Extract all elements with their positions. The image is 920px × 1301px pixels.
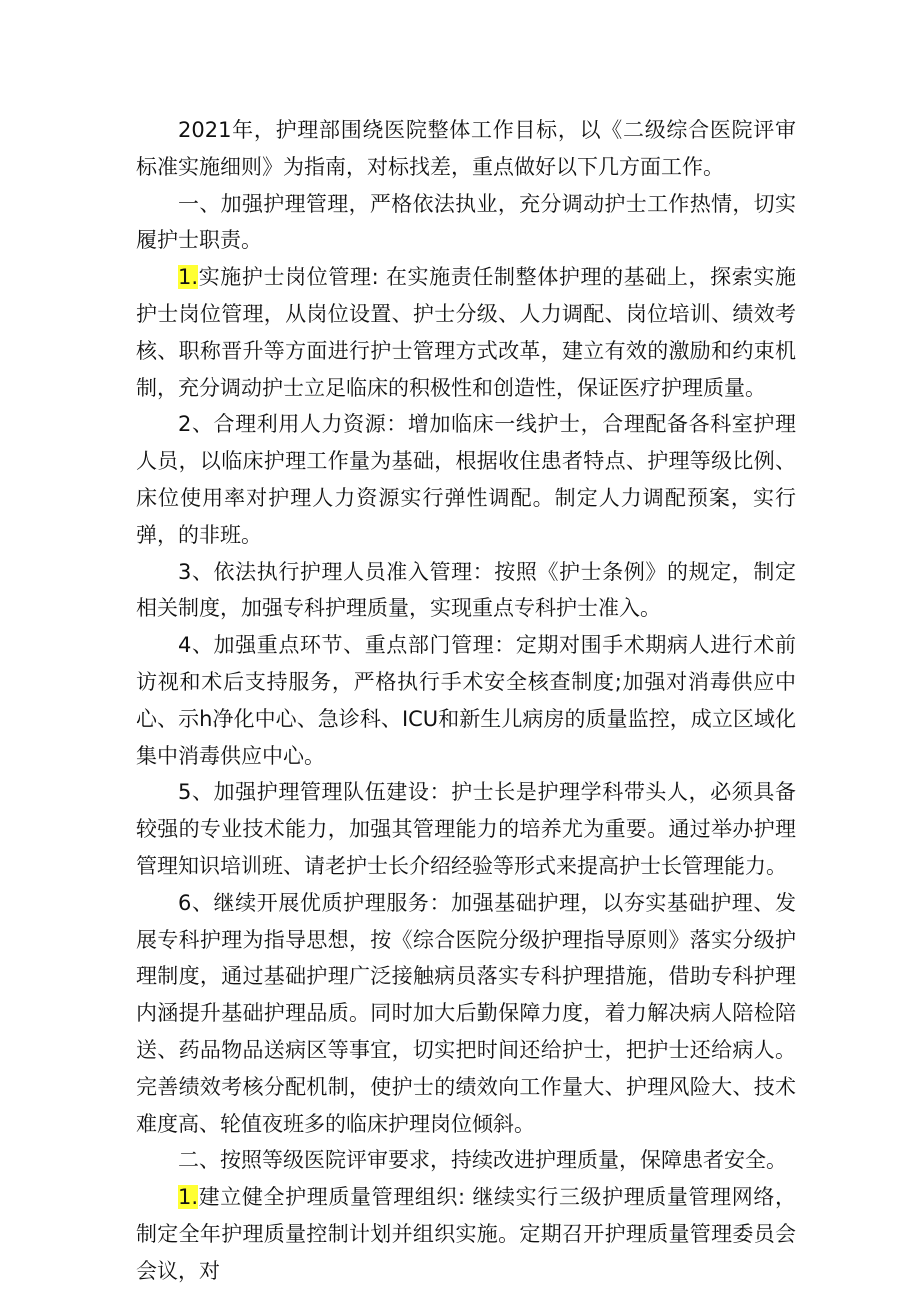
document-body: [136, 112, 796, 1290]
paragraph-item-4: [136, 627, 796, 774]
paragraph-item-3: [136, 554, 796, 628]
paragraph-text: 实施护士岗位管理: 在实施责任制整体护理的基础上，探索实施护士岗位管理，从岗位设置、护士分级、人力调配、岗位培训、绩效考核、职称晋升等方面进行护士管理方式改革，建立有效的激励和约束机制，充分调动护士立足临床的积极性和创造性，保证医疗护理质量。: [136, 265, 796, 400]
paragraph-section-two-heading: [136, 1142, 796, 1179]
paragraph-text: 2021年，护理部围绕医院整体工作目标，以《二级综合医院评审标准实施细则》为指南，对标找差，重点做好以下几方面工作。: [136, 118, 796, 179]
highlighted-item-number: 1.: [178, 265, 199, 290]
paragraph-section-one-heading: [136, 186, 796, 260]
paragraph-intro: [136, 112, 796, 186]
paragraph-item-1: [136, 259, 796, 406]
paragraph-text: 建立健全护理质量管理组织: 继续实行三级护理质量管理网络，制定全年护理质量控制计划并组织实施。定期召开护理质量管理委员会会议，对: [136, 1185, 796, 1283]
paragraph-item-2: [136, 406, 796, 553]
paragraph-item-5: [136, 774, 796, 884]
paragraph-text: 一、加强护理管理，严格依法执业，充分调动护士工作热情，切实履护士职责。: [136, 191, 796, 253]
paragraph-section-two-item-1: [136, 1179, 796, 1289]
paragraph-text: 4、加强重点环节、重点部门管理：定期对围手术期病人进行术前访视和术后支持服务，严格执行手术安全核查制度;加强对消毒供应中心、示h净化中心、急诊科、ICU和新生儿病房的质量监控，成立区域化集中消毒供应中心。: [136, 633, 796, 768]
paragraph-text: 6、继续开展优质护理服务：加强基础护理，以夯实基础护理、发展专科护理为指导思想，按《综合医院分级护理指导原则》落实分级护理制度，通过基础护理广泛接触病员落实专科护理措施，借助专科护理内涵提升基础护理品质。同时加大后勤保障力度，着力解决病人陪检陪送、药品物品送病区等事宜，切实把时间还给护士，把护士还给病人。完善绩效考核分配机制，使护士的绩效向工作量大、护理风险大、技术难度高、轮值夜班多的临床护理岗位倾斜。: [136, 890, 796, 1136]
paragraph-text: 3、依法执行护理人员准入管理：按照《护士条例》的规定，制定相关制度，加强专科护理质量，实现重点专科护士准入。: [136, 559, 796, 621]
paragraph-item-6: [136, 885, 796, 1143]
paragraph-text: 2、合理利用人力资源：增加临床一线护士，合理配备各科室护理人员，以临床护理工作量为基础，根据收住患者特点、护理等级比例、床位使用率对护理人力资源实行弹性调配。制定人力调配预案，实行弹，的非班。: [136, 412, 796, 547]
highlighted-item-number: 1.: [178, 1185, 199, 1210]
paragraph-text: 5、加强护理管理队伍建设：护士长是护理学科带头人，必须具备较强的专业技术能力，加强其管理能力的培养尤为重要。通过举办护理管理知识培训班、请老护士长介绍经验等形式来提高护士长管理能力。: [136, 780, 796, 878]
paragraph-text: 二、按照等级医院评审要求，持续改进护理质量，保障患者安全。: [178, 1148, 787, 1173]
